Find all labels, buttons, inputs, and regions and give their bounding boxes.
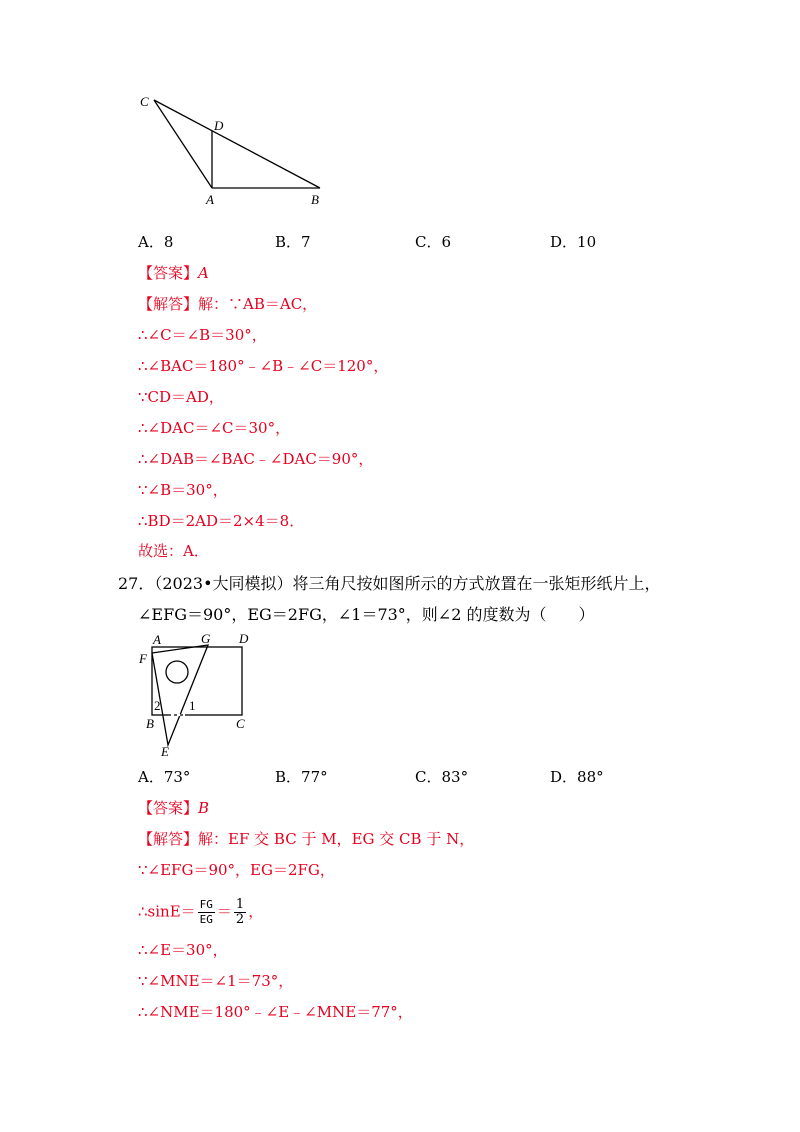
q26-step-3: ∴∠BAC＝180°﹣∠B﹣∠C＝120°， — [138, 357, 389, 375]
q27-step-5: ∵∠MNE＝∠1＝73°， — [138, 972, 294, 990]
equals-sign: ＝ — [216, 902, 232, 921]
q26-option-c: C．6 — [415, 233, 452, 251]
figure-triangle-abcd — [130, 88, 330, 213]
q27-analysis-line-1 — [138, 829, 474, 849]
step: 解：∵AB＝AC， — [198, 295, 318, 313]
q26-option-b: B．7 — [275, 233, 311, 251]
q26-analysis-line-1 — [138, 294, 317, 314]
label-angle-1: 1 — [189, 698, 196, 713]
label-d: D — [214, 118, 224, 133]
q26-option-a: A．8 — [138, 233, 174, 251]
answer-tag: 【答案】 — [138, 799, 199, 817]
label-a: A — [206, 192, 214, 207]
q27-option-b: B．77° — [275, 768, 328, 786]
fraction-numerator: 1 — [235, 897, 245, 912]
q26-step-6: ∴∠DAB＝∠BAC﹣∠DAC＝90°， — [138, 450, 374, 468]
q26-step-9: 故选：A． — [138, 542, 209, 560]
analysis-tag: 【解答】 — [138, 295, 199, 313]
label-f: F — [139, 651, 147, 666]
fraction-one-half — [234, 898, 246, 927]
figure-rectangle-ruler — [135, 630, 260, 760]
q26-step-5: ∴∠DAC＝∠C＝30°， — [138, 419, 291, 437]
stem-text: （2023•大同模拟）将三角尺按如图所示的方式放置在一张矩形纸片上， — [154, 574, 661, 593]
q26-step-2: ∴∠C＝∠B＝30°， — [138, 326, 267, 344]
q27-step-2: ∵∠EFG＝90°，EG＝2FG， — [138, 861, 335, 879]
fraction-fg-eg — [198, 898, 215, 927]
q26-step-7: ∵∠B＝30°， — [138, 481, 228, 499]
fraction-numerator: FG — [199, 898, 213, 911]
q27-step-6: ∴∠NME＝180°﹣∠E﹣∠MNE＝77°， — [138, 1003, 413, 1021]
q27-option-c: C．83° — [415, 768, 469, 786]
q27-stem-line-2: ∠EFG＝90°，EG＝2FG，∠1＝73°，则∠2 的度数为（ ） — [138, 605, 595, 624]
answer-value: B — [198, 799, 210, 817]
q26-step-8: ∴BD＝2AD＝2×4＝8． — [138, 512, 305, 530]
answer-value: A — [198, 264, 209, 282]
label-c: C — [140, 94, 149, 109]
label-angle-2: 2 — [154, 698, 161, 713]
q26-step-4: ∵CD＝AD， — [138, 388, 224, 406]
ruler-diagram — [135, 630, 260, 760]
q27-step-3 — [138, 898, 263, 927]
q26-answer — [138, 263, 209, 283]
label-c: C — [236, 716, 245, 731]
q27-option-a: A．73° — [138, 768, 191, 786]
label-g: G — [201, 631, 211, 646]
label-d: D — [239, 631, 249, 646]
q27-step-4: ∴∠E＝30°， — [138, 941, 228, 959]
fraction-denominator: 2 — [235, 912, 245, 927]
step-suffix: ， — [248, 902, 264, 921]
label-a: A — [153, 632, 161, 647]
q26-option-d: D．10 — [550, 233, 597, 251]
answer-tag: 【答案】 — [138, 264, 199, 282]
step: 解：EF 交 BC 于 M，EG 交 CB 于 N， — [198, 830, 475, 848]
q27-stem-line-1 — [118, 573, 661, 595]
label-b: B — [311, 192, 319, 207]
label-e: E — [161, 744, 169, 759]
triangle-diagram — [130, 88, 330, 213]
sin-prefix: ∴sinE＝ — [138, 902, 196, 921]
question-number: 27． — [118, 574, 155, 593]
fraction-denominator: EG — [199, 913, 213, 926]
q27-option-d: D．88° — [550, 768, 604, 786]
analysis-tag: 【解答】 — [138, 830, 199, 848]
q27-answer — [138, 798, 209, 818]
label-b: B — [146, 716, 154, 731]
